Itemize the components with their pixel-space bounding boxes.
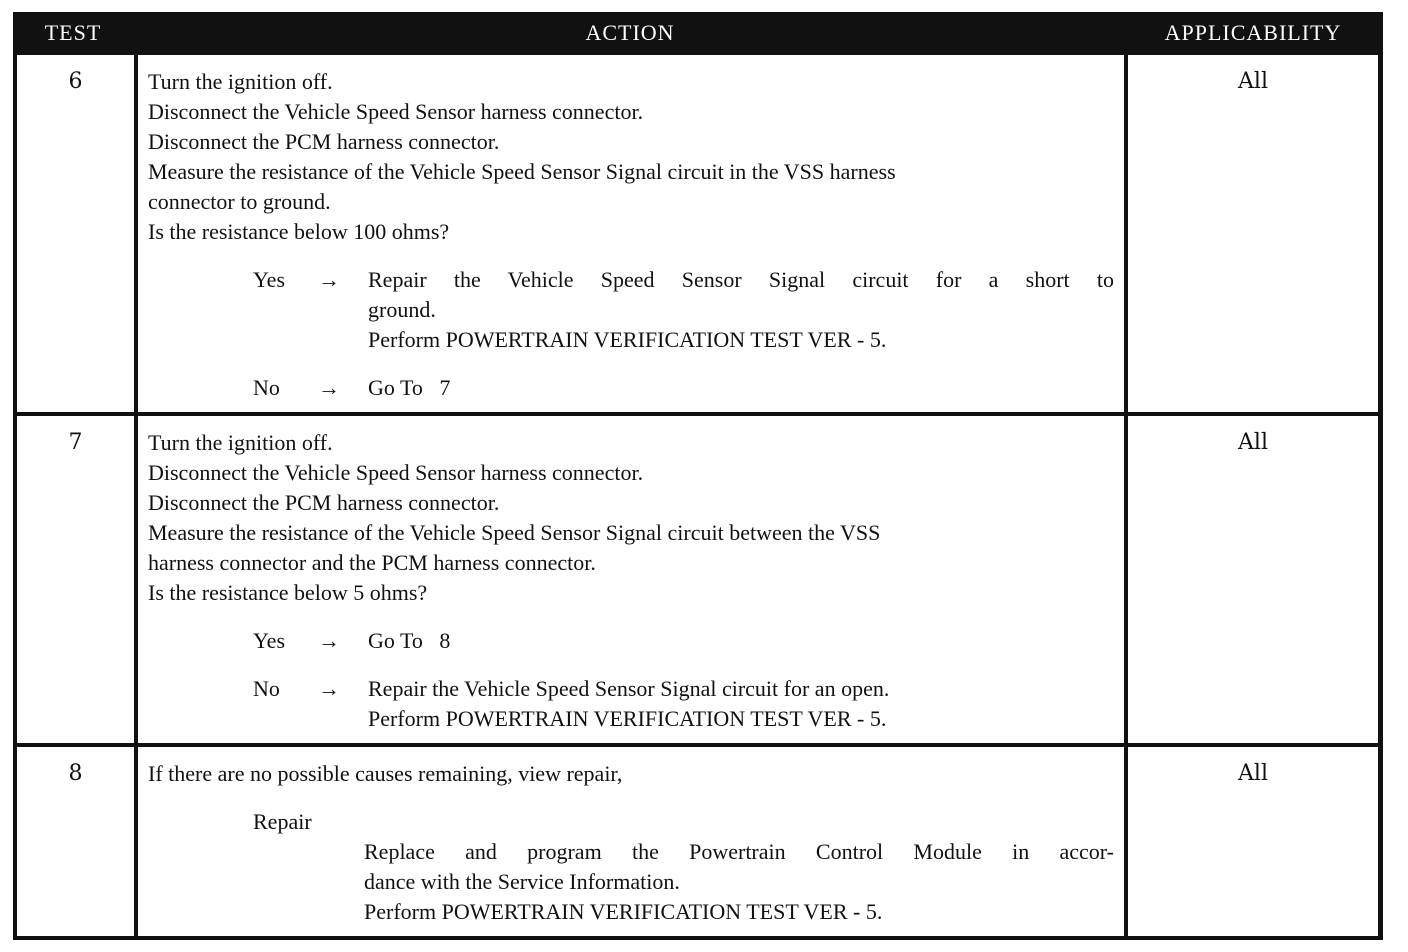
- action-line: Turn the ignition off.: [148, 430, 333, 455]
- action-line: Measure the resistance of the Vehicle Speed Sensor Signal circuit in the VSS harness: [148, 159, 896, 184]
- response-line: Repair the Vehicle Speed Sensor Signal circuit for an open.: [368, 676, 890, 701]
- repair-line: dance with the Service Information.: [364, 869, 680, 894]
- yes-label: Yes: [253, 267, 286, 292]
- action-line: Disconnect the PCM harness connector.: [148, 129, 500, 154]
- no-label: No: [253, 676, 280, 701]
- action-line: Is the resistance below 100 ohms?: [148, 219, 450, 244]
- action-cell-6: [138, 55, 1124, 412]
- action-line: Disconnect the Vehicle Speed Sensor harness connector.: [148, 99, 644, 124]
- repair-label: Repair: [253, 809, 312, 834]
- arrow-icon: →: [318, 375, 340, 400]
- no-response: [148, 373, 1114, 403]
- yes-label: Yes: [253, 628, 286, 653]
- test-number-7: 7: [17, 416, 134, 743]
- action-cell-7: [138, 416, 1124, 743]
- action-line: Disconnect the PCM harness connector.: [148, 490, 500, 515]
- no-label: No: [253, 375, 280, 400]
- action-line: harness connector and the PCM harness connector.: [148, 550, 596, 575]
- yes-response: [148, 265, 1114, 355]
- response-line: Perform POWERTRAIN VERIFICATION TEST VER - 5.: [368, 706, 887, 731]
- repair-line: Replace and program the Powertrain Control Module in accor-: [364, 839, 1114, 864]
- action-line: If there are no possible causes remaining, view repair,: [148, 761, 623, 786]
- no-response: [148, 674, 1114, 734]
- test-number-8: 8: [17, 747, 134, 936]
- applicability-6: All: [1128, 55, 1378, 412]
- response-line: ground.: [368, 297, 436, 322]
- test-number-6: 6: [17, 55, 134, 412]
- header-applicability: APPLICABILITY: [1164, 20, 1342, 45]
- response-line: Go To 8: [368, 628, 451, 653]
- action-line: Disconnect the Vehicle Speed Sensor harness connector.: [148, 460, 644, 485]
- repair-line: Perform POWERTRAIN VERIFICATION TEST VER - 5.: [364, 899, 883, 924]
- action-line: connector to ground.: [148, 189, 331, 214]
- response-line: Go To 7: [368, 375, 451, 400]
- repair-body: [364, 837, 1114, 927]
- arrow-icon: →: [318, 628, 340, 653]
- response-line: Perform POWERTRAIN VERIFICATION TEST VER - 5.: [368, 327, 887, 352]
- applicability-8: All: [1128, 747, 1378, 936]
- diagnostic-table: [13, 12, 1383, 940]
- action-line: Measure the resistance of the Vehicle Speed Sensor Signal circuit between the VSS: [148, 520, 881, 545]
- action-cell-8: [138, 747, 1124, 936]
- arrow-icon: →: [318, 676, 340, 701]
- arrow-icon: →: [318, 267, 340, 292]
- yes-response: [148, 626, 1114, 656]
- action-line: Turn the ignition off.: [148, 69, 333, 94]
- applicability-7: All: [1128, 416, 1378, 743]
- header-action: ACTION: [585, 20, 675, 45]
- response-line: Repair the Vehicle Speed Sensor Signal circuit for a short to: [368, 267, 1114, 292]
- action-line: Is the resistance below 5 ohms?: [148, 580, 428, 605]
- header-test: TEST: [44, 20, 102, 45]
